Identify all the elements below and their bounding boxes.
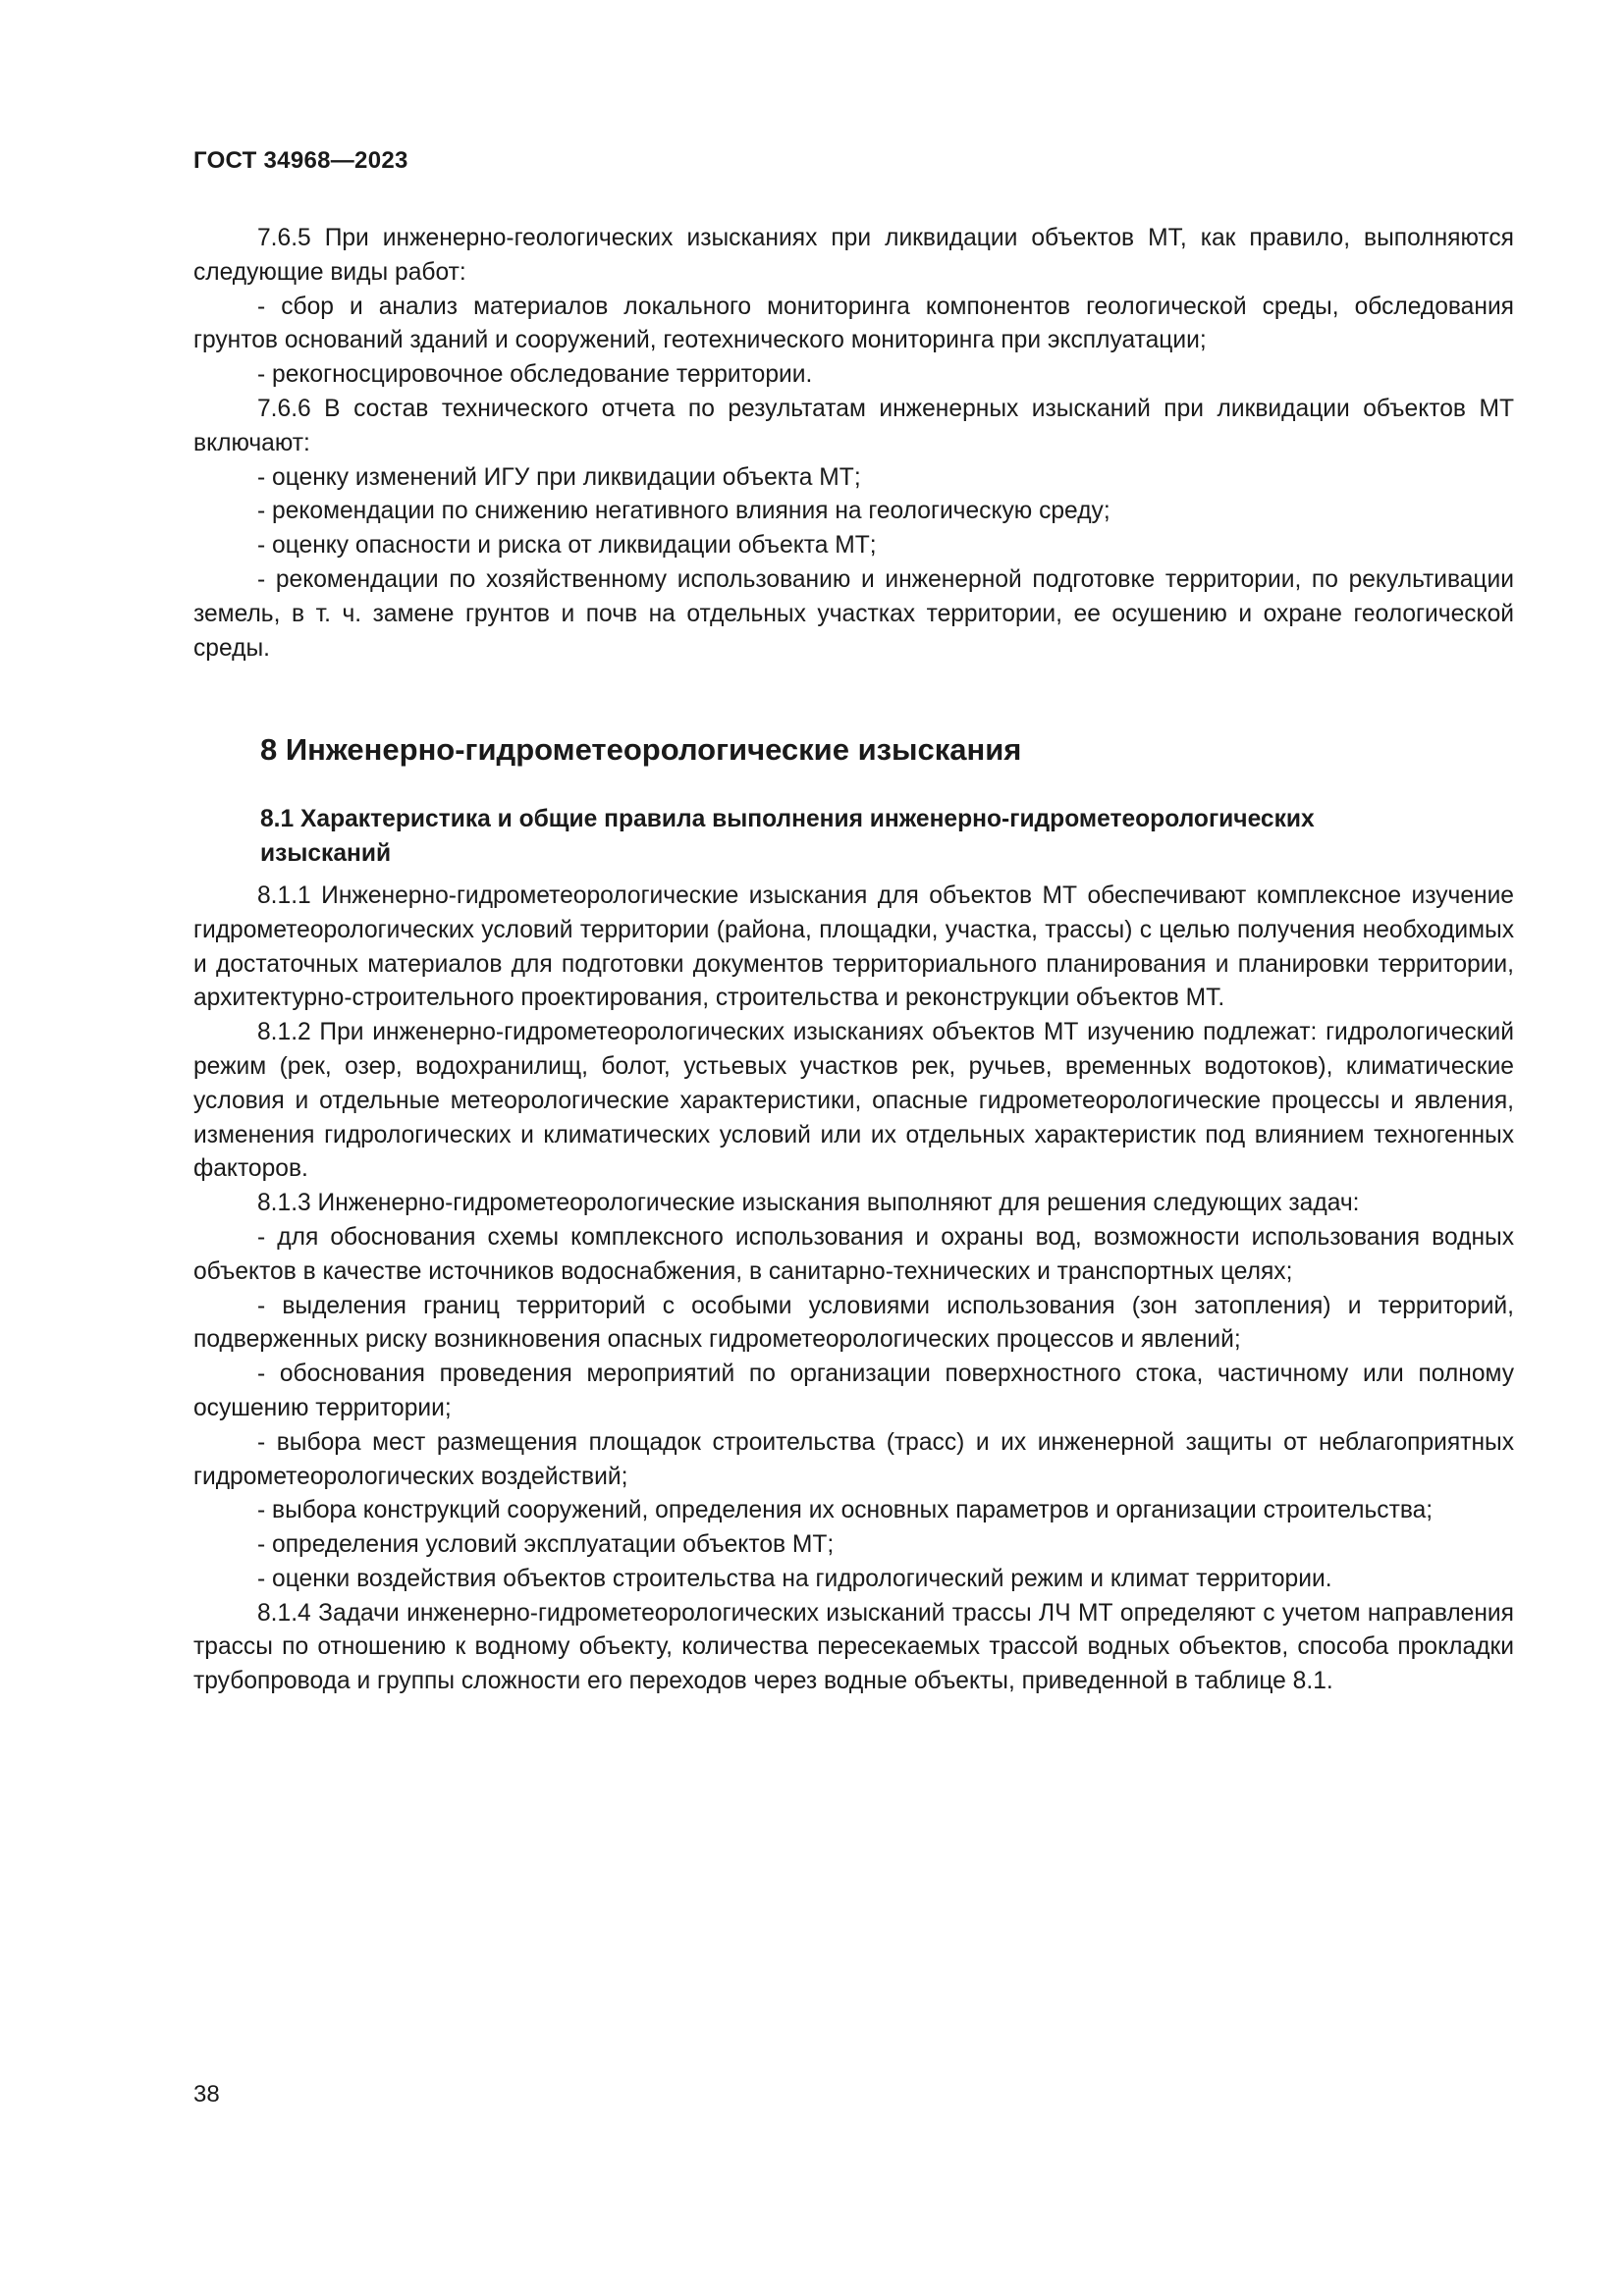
document-header: ГОСТ 34968—2023 xyxy=(193,147,408,174)
list-item: - сбор и анализ материалов локального мониторинга компонентов геологической среды, обследования грунтов оснований зданий и сооружений, геотехнического мониторинга при эксплуатации; xyxy=(193,293,1514,354)
list-item: - оценки воздействия объектов строительства на гидрологический режим и климат территории. xyxy=(257,1565,1332,1592)
page-content xyxy=(193,222,1514,1699)
paragraph-8-1-2: 8.1.2 При инженерно-гидрометеорологических изысканиях объектов МТ изучению подлежат: гидрологический режим (рек, озер, водохранилищ, болот, устьевых участков рек, ручьев, временных водотоков), климатические условия и отдельные метеорологические характеристики, опасные гидрометеорологические процессы и явления, изменения гидрологических и климатических условий или их отдельных характеристик под влиянием техногенных факторов. xyxy=(193,1019,1514,1183)
paragraph-8-1-1: 8.1.1 Инженерно-гидрометеорологические изыскания для объектов МТ обеспечивают комплексное изучение гидрометеорологических условий территории (района, площадки, участка, трассы) с целью получения необходимых и достаточных материалов для подготовки документов территориального планирования и планировки территории, архитектурно-строительного проектирования, строительства и реконструкции объектов МТ. xyxy=(193,881,1514,1012)
paragraph-8-1-3: 8.1.3 Инженерно-гидрометеорологические изыскания выполняют для решения следующих задач: xyxy=(257,1190,1360,1217)
paragraph-7-6-6: 7.6.6 В состав технического отчета по результатам инженерных изысканий при ликвидации объектов МТ включают: xyxy=(193,395,1514,456)
paragraph-8-1-4: 8.1.4 Задачи инженерно-гидрометеорологических изысканий трассы ЛЧ МТ определяют с учетом направления трассы по отношению к водному объекту, количества пересекаемых трассой водных объектов, способа прокладки трубопровода и группы сложности его переходов через водные объекты, приведенной в таблице 8.1. xyxy=(193,1599,1514,1695)
list-item: - выделения границ территорий с особыми условиями использования (зон затопления) и территорий, подверженных риску возникновения опасных гидрометеорологических процессов и явлений; xyxy=(193,1292,1514,1354)
list-item: - обоснования проведения мероприятий по организации поверхностного стока, частичному или полному осушению территории; xyxy=(193,1361,1514,1421)
list-item: - выбора конструкций сооружений, определения их основных параметров и организации строительства; xyxy=(257,1497,1434,1524)
paragraph-7-6-5: 7.6.5 При инженерно-геологических изысканиях при ликвидации объектов МТ, как правило, выполняются следующие виды работ: xyxy=(193,225,1514,286)
list-item: - рекогносцировочное обследование территории. xyxy=(257,361,813,389)
list-item: - рекомендации по хозяйственному использованию и инженерной подготовке территории, по рекультивации земель, в т. ч. замене грунтов и почв на отдельных участках территории, ее осушению и охране геологической среды. xyxy=(193,565,1514,662)
subsection-title: 8.1 Характеристика и общие правила выполнения инженерно-гидрометеорологических изысканий xyxy=(260,806,1315,868)
list-item: - рекомендации по снижению негативного влияния на геологическую среду; xyxy=(257,498,1110,525)
list-item: - выбора мест размещения площадок строительства (трасс) и их инженерной защиты от неблагоприятных гидрометеорологических воздействий; xyxy=(193,1428,1514,1490)
list-item: - определения условий эксплуатации объектов МТ; xyxy=(257,1531,835,1559)
list-item: - оценку опасности и риска от ликвидации объекта МТ; xyxy=(257,532,877,560)
section-title: 8 Инженерно-гидрометеорологические изыскания xyxy=(260,732,1022,768)
list-item: - для обоснования схемы комплексного использования и охраны вод, возможности использования водных объектов в качестве источников водоснабжения, в санитарно-технических и транспортных целях; xyxy=(193,1223,1514,1285)
page-number: 38 xyxy=(193,2081,220,2108)
list-item: - оценку изменений ИГУ при ликвидации объекта МТ; xyxy=(257,463,861,491)
